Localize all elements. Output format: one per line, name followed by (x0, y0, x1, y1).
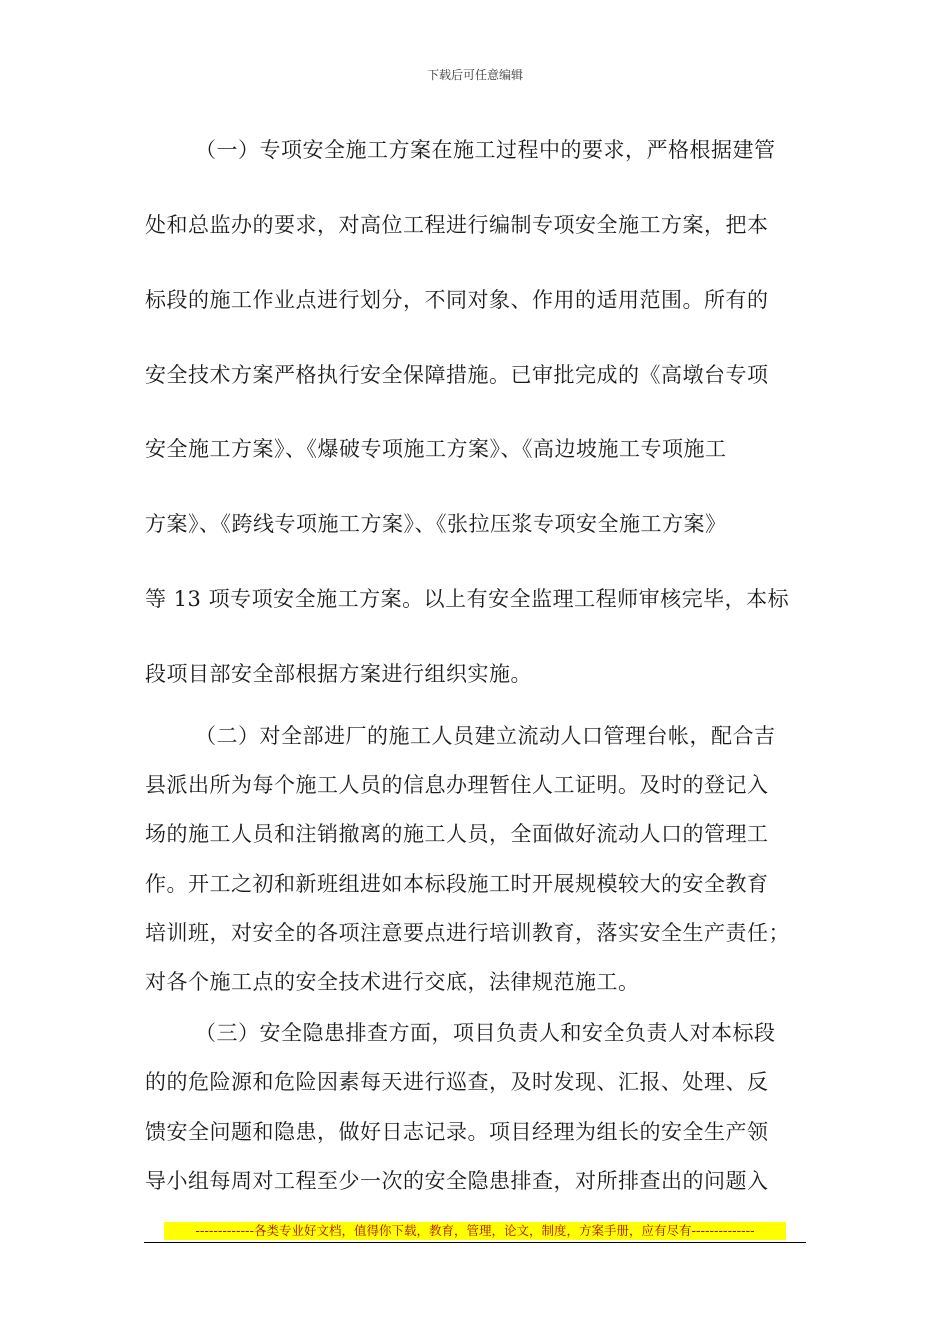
footer-divider (144, 1242, 806, 1243)
paragraph-2-line-5: 培训班，对安全的各项注意要点进行培训教育，落实安全生产责任； (145, 921, 790, 945)
paragraph-1-line-1: （一）专项安全施工方案在施工过程中的要求，严格根据建管 (195, 138, 776, 162)
paragraph-1-line-8: 段项目部安全部根据方案进行组织实施。 (145, 662, 532, 686)
paragraph-1-line-2: 处和总监办的要求，对高位工程进行编制专项安全施工方案，把本 (145, 213, 769, 237)
paragraph-1-line-5: 安全施工方案》、《爆破专项施工方案》、《高边坡施工专项施工 (145, 437, 727, 461)
paragraph-1-line-7: 等 13 项专项安全施工方案。以上有安全监理工程师审核完毕，本标 (145, 587, 790, 611)
paragraph-3-line-2: 的的危险源和危险因素每天进行巡查，及时发现、汇报、处理、反 (145, 1070, 769, 1094)
paragraph-1-line-3: 标段的施工作业点进行划分，不同对象、作用的适用范围。所有的 (145, 288, 769, 312)
page-header: 下载后可任意编辑 (426, 68, 523, 82)
paragraph-2-line-4: 作。开工之初和新班组进如本标段施工时开展规模较大的安全教育 (145, 872, 769, 896)
paragraph-2-line-2: 县派出所为每个施工人员的信息办理暂住人工证明。及时的登记入 (145, 773, 769, 797)
paragraph-1-line-4: 安全技术方案严格执行安全保障措施。已审批完成的《高墩台专项 (145, 363, 769, 387)
paragraph-2-line-1: （二）对全部进厂的施工人员建立流动人口管理台帐，配合吉 (195, 724, 776, 748)
footer-banner: -------------各类专业好文档，值得你下载，教育，管理，论文，制度，方案手册，应有尽有-------------- (164, 1222, 786, 1240)
paragraph-2-line-3: 场的施工人员和注销撤离的施工人员，全面做好流动人口的管理工 (145, 822, 769, 846)
paragraph-2-line-6: 对各个施工点的安全技术进行交底，法律规范施工。 (145, 970, 640, 994)
paragraph-3-line-3: 馈安全问题和隐患，做好日志记录。项目经理为组长的安全生产领 (145, 1120, 769, 1144)
paragraph-3-line-4: 导小组每周对工程至少一次的安全隐患排查，对所排查出的问题入 (145, 1169, 769, 1193)
paragraph-3-line-1: （三）安全隐患排查方面，项目负责人和安全负责人对本标段 (195, 1021, 776, 1045)
paragraph-1-line-6: 方案》、《跨线专项施工方案》、《张拉压浆专项安全施工方案》 (145, 512, 727, 536)
